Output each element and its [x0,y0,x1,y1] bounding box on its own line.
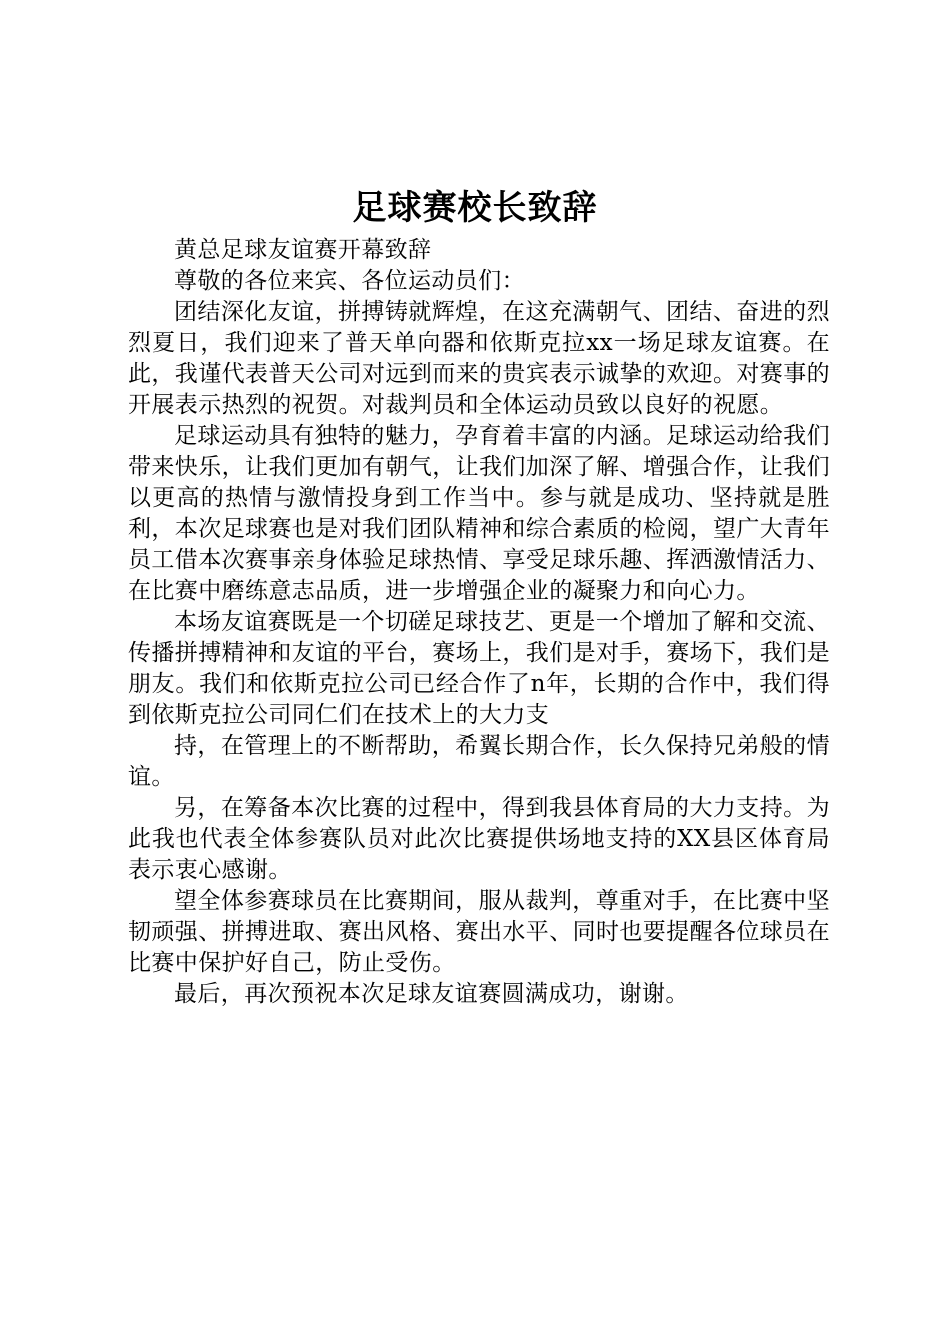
paragraph-subtitle: 黄总足球友谊赛开幕致辞 [174,237,432,263]
paragraph-salutation: 尊敬的各位来宾、各位运动员们： [174,268,525,294]
document-title: 足球赛校长致辞 [352,188,598,228]
paragraph-cooperation: 持，在管理上的不断帮助，希翼长期合作，长久保持兄弟般的情谊。 [128,733,830,790]
document-body [128,235,830,1010]
paragraph-thanks-sports-bureau: 另，在筹备本次比赛的过程中，得到我县体育局的大力支持。为此我也代表全体参赛队员对此次比赛提供场地支持的XX县区体育局表示衷心感谢。 [128,795,830,883]
paragraph-friendship-platform: 本场友谊赛既是一个切磋足球技艺、更是一个增加了解和交流、传播拼搏精神和友谊的平台，赛场上，我们是对手，赛场下，我们是朋友。我们和依斯克拉公司已经合作了n年，长期的合作中，我们得到依斯克拉公司同仁们在技术上的大力支 [128,609,830,728]
paragraph-closing: 最后，再次预祝本次足球友谊赛圆满成功，谢谢。 [174,981,689,1007]
paragraph-football-charm: 足球运动具有独特的魅力，孕育着丰富的内涵。足球运动给我们带来快乐，让我们更加有朝气，让我们加深了解、增强合作，让我们以更高的热情与激情投身到工作当中。参与就是成功、坚持就是胜利，本次足球赛也是对我们团队精神和综合素质的检阅，望广大青年员工借本次赛事亲身体验足球热情、享受足球乐趣、挥洒激情活力、在比赛中磨练意志品质，进一步增强企业的凝聚力和向心力。 [128,423,830,604]
paragraph-player-reminder: 望全体参赛球员在比赛期间，服从裁判，尊重对手，在比赛中坚韧顽强、拼搏进取、赛出风格、赛出水平、同时也要提醒各位球员在比赛中保护好自己，防止受伤。 [128,888,830,976]
paragraph-welcome: 团结深化友谊，拼搏铸就辉煌，在这充满朝气、团结、奋进的烈烈夏日，我们迎来了普天单向器和依斯克拉xx一场足球友谊赛。在此，我谨代表普天公司对远到而来的贵宾表示诚挚的欢迎。对赛事的开展表示热烈的祝贺。对裁判员和全体运动员致以良好的祝愿。 [128,299,830,418]
